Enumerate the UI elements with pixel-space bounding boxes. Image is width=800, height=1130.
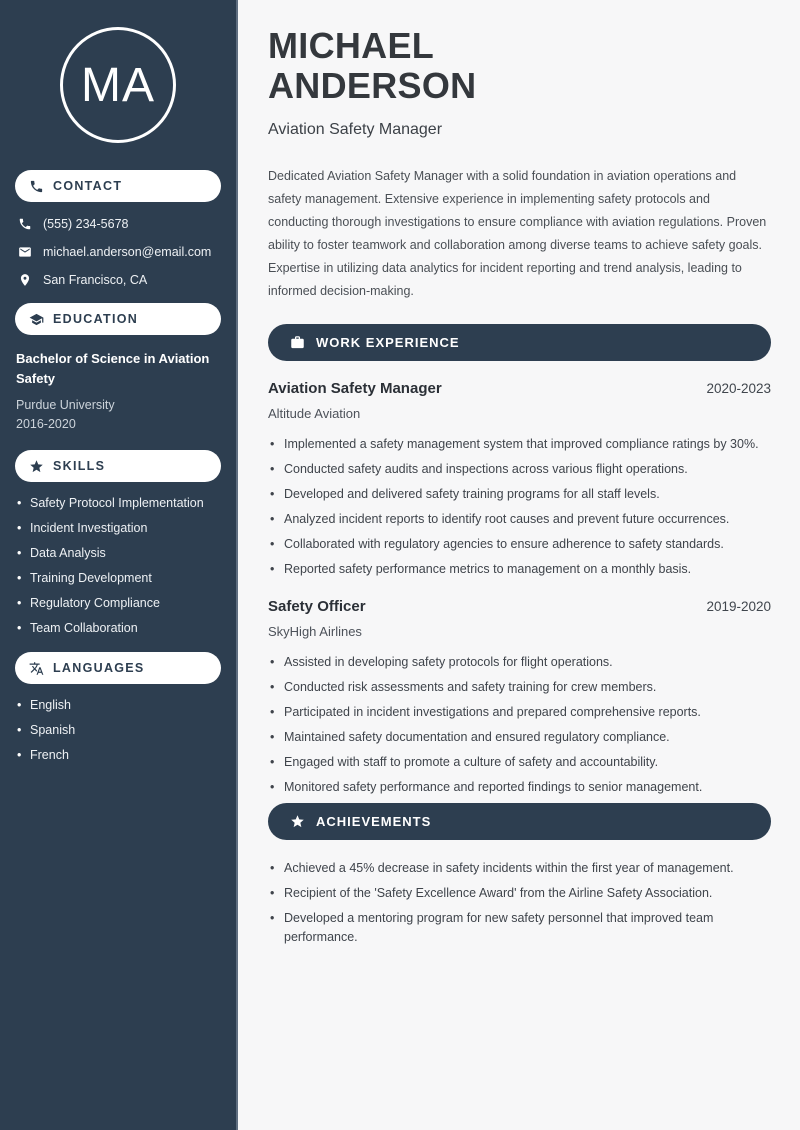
job-header — [268, 598, 771, 615]
skill-item: • Team Collaboration — [17, 621, 221, 636]
star-icon — [29, 459, 44, 474]
job-bullet: • Participated in incident investigations and prepared comprehensive reports. — [268, 703, 771, 722]
contact-section — [15, 170, 221, 287]
education-section-header — [15, 303, 221, 335]
job-bullet: • Monitored safety performance and reported findings to senior management. — [268, 778, 771, 797]
location-text: San Francisco, CA — [43, 272, 148, 287]
languages-list — [15, 698, 221, 763]
phone-icon — [29, 179, 44, 194]
job-bullet-list — [268, 435, 771, 579]
contact-section-header — [15, 170, 221, 202]
headline: Aviation Safety Manager — [268, 121, 443, 138]
job-entry — [268, 380, 771, 579]
contact-phone — [15, 216, 221, 231]
skills-list — [15, 496, 221, 636]
job-company: Altitude Aviation — [268, 406, 361, 421]
job-bullet-list — [268, 653, 771, 797]
person-name — [268, 26, 771, 106]
contact-location — [15, 272, 221, 287]
skill-item: • Regulatory Compliance — [17, 596, 221, 611]
job-title: Safety Officer — [268, 598, 366, 615]
job-bullet: • Assisted in developing safety protocols for flight operations. — [268, 653, 771, 672]
job-bullet: • Conducted risk assessments and safety training for crew members. — [268, 678, 771, 697]
email-address: michael.anderson@email.com — [43, 244, 212, 259]
job-entry — [268, 598, 771, 797]
skills-section — [15, 450, 221, 636]
translate-icon — [29, 661, 44, 676]
job-bullet: • Collaborated with regulatory agencies to ensure adherence to safety standards. — [268, 535, 771, 554]
avatar — [60, 27, 176, 143]
sidebar — [0, 0, 238, 1130]
language-item: • Spanish — [17, 723, 221, 738]
job-bullet: • Analyzed incident reports to identify root causes and prevent future occurrences. — [268, 510, 771, 529]
achievement-bullet: • Developed a mentoring program for new safety personnel that improved team performance. — [268, 909, 771, 947]
main-content — [238, 0, 800, 1130]
education-degree: Bachelor of Science in Aviation Safety — [16, 351, 210, 386]
achievement-bullet: • Recipient of the 'Safety Excellence Award' from the Airline Safety Association. — [268, 884, 771, 903]
education-school: Purdue University — [16, 398, 115, 412]
work-experience-header-label: WORK EXPERIENCE — [316, 335, 460, 350]
last-name: ANDERSON — [268, 65, 477, 106]
contact-email — [15, 244, 221, 259]
first-name: MICHAEL — [268, 25, 435, 66]
skills-section-header — [15, 450, 221, 482]
job-dates: 2020-2023 — [706, 381, 771, 396]
summary-paragraph: Dedicated Aviation Safety Manager with a solid foundation in aviation operations and safety management. Extensive experience in implementing safety protocols and conducting thorough investigations to ensure compliance with aviation regulations. Proven ability to foster teamwork and collaboration among diverse teams to achieve safety goals. Expertise in utilizing data analytics for incident reporting and trend analysis, leading to informed decision-making. — [268, 169, 767, 298]
language-item: • English — [17, 698, 221, 713]
achievements-header-label: ACHIEVEMENTS — [316, 814, 432, 829]
languages-section-header — [15, 652, 221, 684]
briefcase-icon — [290, 335, 305, 350]
education-section — [15, 303, 221, 434]
skill-item: • Training Development — [17, 571, 221, 586]
contact-header-label: CONTACT — [53, 179, 123, 193]
work-experience-header — [268, 324, 771, 361]
avatar-initials: MA — [81, 58, 155, 112]
mail-icon — [18, 245, 32, 259]
job-dates: 2019-2020 — [706, 599, 771, 614]
job-bullet: • Reported safety performance metrics to management on a monthly basis. — [268, 560, 771, 579]
education-header-label: EDUCATION — [53, 312, 139, 326]
job-header — [268, 380, 771, 397]
languages-section — [15, 652, 221, 763]
phone-number: (555) 234-5678 — [43, 216, 129, 231]
job-bullet: • Implemented a safety management system that improved compliance ratings by 30%. — [268, 435, 771, 454]
job-company: SkyHigh Airlines — [268, 624, 362, 639]
phone-icon — [18, 217, 32, 231]
job-title: Aviation Safety Manager — [268, 380, 442, 397]
job-bullet: • Maintained safety documentation and ensured regulatory compliance. — [268, 728, 771, 747]
achievements-bullet-list — [268, 859, 771, 947]
star-icon — [290, 814, 305, 829]
language-item: • French — [17, 748, 221, 763]
job-bullet: • Engaged with staff to promote a culture of safety and accountability. — [268, 753, 771, 772]
work-experience-section — [268, 324, 771, 797]
achievements-header — [268, 803, 771, 840]
skill-item: • Data Analysis — [17, 546, 221, 561]
languages-header-label: LANGUAGES — [53, 661, 145, 675]
skills-header-label: SKILLS — [53, 459, 106, 473]
education-years: 2016-2020 — [16, 417, 76, 431]
job-bullet: • Developed and delivered safety training programs for all staff levels. — [268, 485, 771, 504]
skill-item: • Incident Investigation — [17, 521, 221, 536]
skill-item: • Safety Protocol Implementation — [17, 496, 221, 511]
location-pin-icon — [18, 273, 32, 287]
job-bullet: • Conducted safety audits and inspections across various flight operations. — [268, 460, 771, 479]
achievement-bullet: • Achieved a 45% decrease in safety incidents within the first year of management. — [268, 859, 771, 878]
achievements-section — [268, 803, 771, 947]
graduation-cap-icon — [29, 312, 44, 327]
